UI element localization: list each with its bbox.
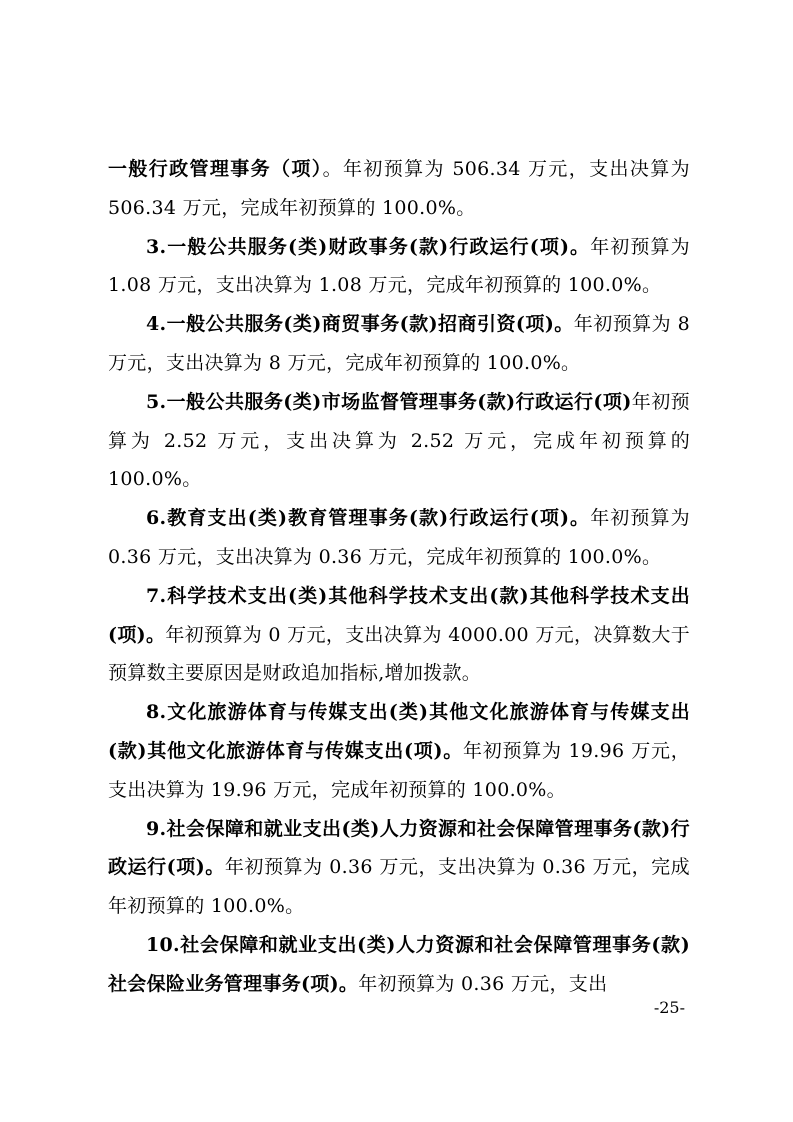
- page-number: -25-: [653, 998, 685, 1017]
- paragraph-item-4: [108, 305, 690, 383]
- paragraph-text: 年初预算为 0.36 万元，支出决算为 0.36 万元，完成年初预算的 100.0%。: [108, 856, 690, 918]
- paragraph-text: 年初预算为 0.36 万元，支出决算为 0.36 万元，完成年初预算的 100.0%。: [108, 507, 690, 568]
- paragraph-text: 年初预算为 0.36 万元，支出: [358, 972, 608, 995]
- paragraph-text: 年初预算为 0 万元，支出决算为 4000.00 万元，决算数大于预算数主要原因是财政追加指标,增加拨款。: [108, 623, 690, 685]
- paragraph-heading: 3.一般公共服务(类)财政事务(款)行政运行(项)。: [146, 235, 591, 258]
- paragraph-text: 。年初预算为 506.34 万元，支出决算为 506.34 万元，完成年初预算的 100.0%。: [108, 158, 690, 219]
- paragraph-text: 年初预算为 2.52 万元，支出决算为 2.52 万元，完成年初预算的 100.0%。: [108, 390, 690, 491]
- paragraph-heading: 4.一般公共服务(类)商贸事务(款)招商引资(项)。: [146, 313, 574, 336]
- paragraph-heading: 8.文化旅游体育与传媒支出(类)其他文化旅游体育与传媒支出(款)其他文化旅游体育与传媒支出(项)。: [108, 701, 690, 762]
- paragraph-item-6: [108, 499, 690, 577]
- paragraph-heading: 5.一般公共服务(类)市场监督管理事务(款)行政运行(项): [146, 390, 632, 413]
- paragraph-general-admin: [108, 150, 690, 228]
- paragraph-text: 年初预算为 19.96 万元，支出决算为 19.96 万元，完成年初预算的 100.0%。: [108, 739, 690, 801]
- paragraph-item-9: [108, 810, 690, 926]
- paragraph-item-10: [108, 926, 690, 1004]
- paragraph-item-8: [108, 693, 690, 809]
- paragraph-heading: 7.科学技术支出(类)其他科学技术支出(款)其他科学技术支出(项)。: [108, 584, 690, 646]
- paragraph-item-7: [108, 577, 690, 693]
- paragraph-text: 年初预算为 8 万元，支出决算为 8 万元，完成年初预算的 100.0%。: [108, 313, 690, 374]
- paragraph-heading: 10.社会保障和就业支出(类)人力资源和社会保障管理事务(款)社会保险业务管理事务(项)。: [108, 933, 690, 995]
- paragraph-item-5: [108, 383, 690, 499]
- paragraph-heading: 9.社会保障和就业支出(类)人力资源和社会保障管理事务(款)行政运行(项)。: [108, 817, 690, 879]
- paragraph-text: 年初预算为 1.08 万元，支出决算为 1.08 万元，完成年初预算的 100.0%。: [108, 235, 690, 297]
- paragraph-heading: 6.教育支出(类)教育管理事务(款)行政运行(项)。: [146, 507, 591, 530]
- document-body: [108, 150, 690, 1004]
- paragraph-heading: 一般行政管理事务（项）: [108, 158, 323, 180]
- paragraph-item-3: [108, 228, 690, 306]
